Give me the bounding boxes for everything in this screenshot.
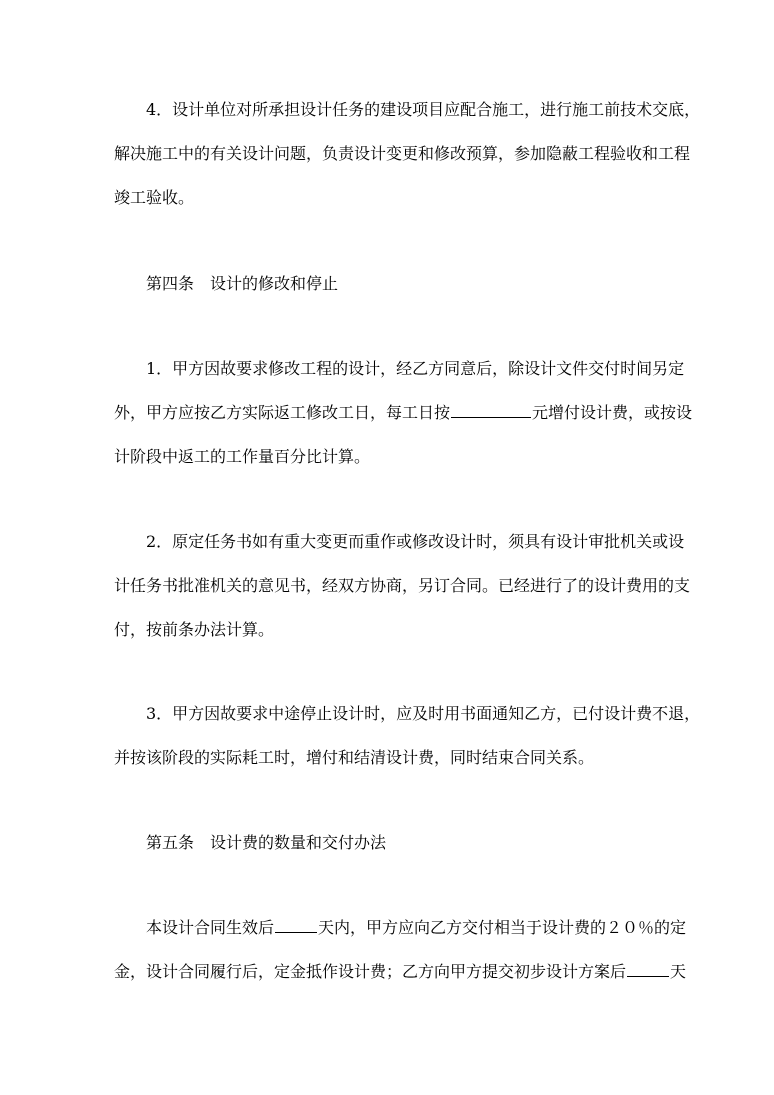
article-4-item-3: [114, 692, 701, 780]
text-segment: 天: [670, 962, 687, 981]
paragraph-line: [114, 391, 693, 435]
paragraph-line: 2．原定任务书如有重大变更而重作或修改设计时，须具有设计审批机关或设: [146, 532, 685, 551]
paragraph-line: 计任务书批准机关的意见书，经双方协商，另订合同。已经进行了的设计费用的支: [114, 576, 691, 595]
paragraph-line: 1．甲方因故要求修改工程的设计，经乙方同意后，除设计文件交付时间另定: [146, 359, 685, 378]
article-5-paragraph: [114, 906, 687, 994]
paragraph-line: 解决施工中的有关设计问题，负责设计变更和修改预算，参加隐蔽工程验收和工程: [114, 144, 691, 163]
paragraph-line: 竣工验收。: [114, 188, 195, 207]
fill-in-blank[interactable]: [451, 416, 531, 418]
paragraph-line: [114, 906, 687, 950]
paragraph-line: 4．设计单位对所承担设计任务的建设项目应配合施工，进行施工前技术交底，: [146, 100, 701, 119]
text-segment: 元增付设计费，或按设: [532, 403, 693, 422]
paragraph-line: 并按该阶段的实际耗工时，增付和结清设计费，同时结束合同关系。: [114, 748, 595, 767]
section-heading: 第四条 设计的修改和停止: [146, 274, 339, 293]
article-4-item-1: [114, 347, 693, 479]
text-segment: 天内，甲方应向乙方交付相当于设计费的２０％的定: [318, 918, 687, 937]
article-4-item-2: [114, 520, 691, 652]
article-4-heading: [114, 262, 664, 306]
paragraph-line: 计阶段中返工的工作量百分比计算。: [114, 447, 371, 466]
text-segment: 金，设计合同履行后，定金抵作设计费；乙方向甲方提交初步设计方案后: [114, 962, 627, 981]
clause-3-item-4: [114, 88, 701, 220]
paragraph-line: 付，按前条办法计算。: [114, 620, 275, 639]
article-5-heading: [114, 821, 664, 865]
fill-in-blank[interactable]: [627, 975, 669, 977]
paragraph-line: 3．甲方因故要求中途停止设计时，应及时用书面通知乙方，已付设计费不退，: [146, 704, 701, 723]
fill-in-blank[interactable]: [275, 931, 317, 933]
section-heading: 第五条 设计费的数量和交付办法: [146, 833, 387, 852]
text-segment: 外，甲方应按乙方实际返工修改工日，每工日按: [114, 403, 451, 422]
paragraph-line: [114, 950, 687, 994]
text-segment: 本设计合同生效后: [146, 918, 275, 937]
